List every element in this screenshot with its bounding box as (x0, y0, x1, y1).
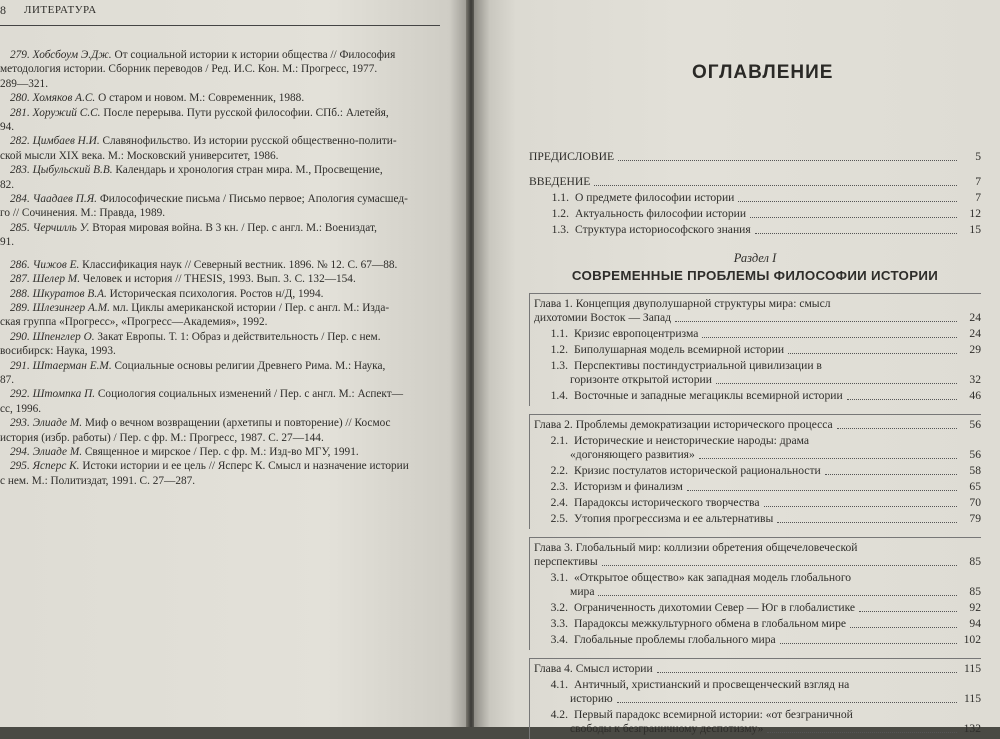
reference-entry (0, 91, 455, 105)
toc-line (534, 585, 981, 599)
toc-line (534, 464, 981, 478)
toc-line (534, 633, 981, 647)
toc-entry-title: Перспективы постиндустриальной цивилизации в (574, 359, 822, 372)
reference-first-line (0, 445, 455, 459)
leader-dots (847, 399, 957, 400)
reference-text: О старом и новом. М.: Современник, 1988. (95, 92, 305, 105)
reference-gap (0, 250, 455, 258)
toc-subsection[interactable] (530, 571, 981, 599)
toc-line (534, 343, 981, 357)
toc-number: 1.2. (550, 343, 568, 356)
toc-subsection[interactable] (530, 359, 981, 387)
left-page (0, 0, 468, 727)
section-label: Раздел I (733, 251, 777, 265)
toc-page-number: 24 (969, 311, 981, 324)
reference-first-line (0, 106, 455, 120)
reference-first-line (0, 272, 455, 286)
toc-line (539, 223, 981, 237)
chapter-block (529, 293, 981, 406)
leader-dots (738, 201, 957, 202)
chapter-list (529, 293, 981, 739)
reference-entry (0, 192, 455, 221)
toc-line (534, 617, 981, 631)
reference-text: После перерыва. Пути русской философии. СПб.: Алетейя, (100, 106, 389, 119)
leader-dots (755, 233, 957, 234)
toc-number: 2.1. (550, 434, 568, 447)
toc-line (534, 571, 981, 585)
reference-author: 288. Шкуратов В.А. (10, 287, 107, 300)
reference-continuation: восибирск: Наука, 1993. (0, 345, 116, 358)
toc-entry-title: Структура историософского знания (575, 223, 751, 236)
toc-line (534, 448, 981, 462)
reference-author: 282. Цимбаев Н.И. (10, 135, 100, 148)
leader-dots (788, 353, 957, 354)
toc-subsection[interactable] (530, 617, 981, 631)
toc-subsection[interactable] (530, 708, 981, 736)
toc-page-number: 56 (969, 448, 981, 461)
reference-author: 294. Элиаде М. (10, 445, 83, 458)
reference-author: 290. Шпенглер О. (10, 330, 95, 343)
toc-subsection[interactable] (530, 343, 981, 357)
leader-dots (594, 185, 957, 186)
toc-line (534, 678, 981, 692)
chapter-heading-cont[interactable] (530, 311, 981, 325)
reference-text: Закат Европы. Т. 1: Образ и действительность / Пер. с нем. (94, 330, 381, 343)
reference-entry (0, 287, 455, 301)
reference-continuation: ской мысли XIX века. М.: Московский университет, 1986. (0, 149, 279, 162)
toc-entry-title: «Открытое общество» как западная модель глобального (574, 571, 852, 584)
reference-text: Социология социальных изменений / Пер. с англ. М.: Аспект— (95, 388, 403, 401)
toc-number: 1.3. (551, 223, 569, 236)
toc-intro[interactable] (529, 175, 981, 189)
reference-first-line (0, 221, 455, 235)
header-rule (0, 25, 440, 26)
reference-entry (0, 445, 455, 459)
chapter-title-cont: дихотомии Восток — Запад (534, 311, 671, 324)
toc-page-number: 115 (964, 662, 981, 675)
reference-first-line (0, 387, 455, 401)
reference-first-line (0, 330, 455, 344)
toc-page-number: 12 (969, 207, 981, 220)
leader-dots (618, 160, 957, 161)
toc-preface[interactable] (529, 150, 981, 164)
toc-entry-title-cont: историю (570, 692, 613, 705)
toc-page-number: 58 (969, 464, 981, 477)
toc-entry-title: Кризис европоцентризма (574, 327, 699, 340)
reference-text: Истоки истории и ее цель // Ясперс К. Смысл и назначение истории (79, 460, 409, 473)
toc-subsection[interactable] (530, 678, 981, 706)
reference-author: 287. Шелер М. (10, 273, 81, 286)
toc-page-number: 94 (969, 617, 981, 630)
toc-entry-title: ВВЕДЕНИЕ (529, 175, 591, 188)
toc-number: 3.3. (550, 617, 568, 630)
toc-line (534, 601, 981, 615)
toc-subsection[interactable] (530, 601, 981, 615)
toc-entry-title-cont: горизонте открытой истории (570, 373, 712, 386)
reference-text: Классификация наук // Северный вестник. 1896. № 12. С. 67—88. (79, 258, 398, 271)
toc-line (534, 480, 981, 494)
toc-entry-title-cont: «догоняющего развития» (570, 448, 695, 461)
toc-line (539, 191, 981, 205)
toc-page-number: 115 (964, 692, 981, 705)
reference-entry (0, 387, 455, 416)
reference-text: Вторая мировая война. В 3 кн. / Пер. с англ. М.: Воениздат, (89, 221, 377, 234)
reference-text: Священное и мирское / Пер. с фр. М.: Изд-во МГУ, 1991. (82, 445, 359, 458)
toc-entry-title: ПРЕДИСЛОВИЕ (529, 150, 615, 163)
reference-first-line (0, 258, 455, 272)
leader-dots (598, 595, 957, 596)
reference-author: 279. Хобсбоум Э.Дж. (10, 49, 112, 61)
reference-list (0, 48, 455, 488)
toc-line (534, 512, 981, 526)
toc-entry-title: Античный, христианский и просвещенческий взгляд на (574, 678, 850, 691)
toc-number: 3.2. (550, 601, 568, 614)
running-head (0, 3, 440, 23)
leader-dots (687, 490, 957, 491)
toc-line (534, 496, 981, 510)
intro-items (529, 191, 981, 237)
reference-entry (0, 330, 455, 359)
reference-text: Календарь и хронология стран мира. М., Просвещение, (112, 164, 383, 177)
reference-entry (0, 48, 455, 91)
toc-entry-title: Парадоксы межкультурного обмена в глобальном мире (574, 617, 847, 630)
toc-entry-title: Актуальность философии истории (575, 207, 747, 220)
reference-entry (0, 359, 455, 388)
chapter-title: Глава 1. Концепция двуполушарной структуры мира: смысл (534, 297, 831, 310)
toc-page-number: 7 (975, 191, 981, 204)
reference-author: 283. Цыбульский В.В. (10, 164, 113, 177)
toc-number: 2.4. (550, 496, 568, 509)
reference-author: 284. Чаадаев П.Я. (10, 193, 98, 206)
chapter-heading-cont[interactable] (530, 555, 981, 569)
toc-line (534, 359, 981, 373)
toc-page-number: 85 (969, 555, 981, 568)
reference-author: 293. Элиаде М. (10, 417, 83, 430)
toc-entry-title: Утопия прогрессизма и ее альтернативы (574, 512, 774, 525)
running-title: ЛИТЕРАТУРА (24, 4, 97, 16)
toc-entry-title: О предмете философии истории (575, 191, 735, 204)
reference-continuation: 289—321. (0, 77, 49, 90)
reference-first-line (0, 48, 455, 62)
reference-first-line (0, 459, 455, 473)
toc-subsection[interactable] (529, 207, 981, 221)
toc-entry-title: Биполушарная модель всемирной истории (574, 343, 785, 356)
reference-entry (0, 106, 455, 135)
reference-text: Социальные основы религии Древнего Рима. М.: Наука, (111, 359, 386, 372)
reference-author: 281. Хоружий С.С. (10, 106, 101, 119)
toc-entry-title: Восточные и западные мегациклы всемирной истории (574, 389, 843, 402)
toc-line (534, 722, 981, 736)
toc-page-number: 70 (969, 496, 981, 509)
reference-text: Человек и история // THESIS, 1993. Вып. 3. С. 132—154. (80, 273, 356, 286)
toc-number: 1.1. (550, 327, 568, 340)
reference-first-line (0, 359, 455, 373)
toc-page-number: 15 (969, 223, 981, 236)
reference-first-line (0, 287, 455, 301)
toc-number: 4.1. (550, 678, 568, 691)
leader-dots (750, 217, 957, 218)
toc-page-number: 29 (969, 343, 981, 356)
section-title: СОВРЕМЕННЫЕ ПРОБЛЕМЫ ФИЛОСОФИИ ИСТОРИИ (571, 268, 939, 283)
toc-number: 3.4. (550, 633, 568, 646)
toc-number: 3.1. (550, 571, 568, 584)
toc-line (534, 327, 981, 341)
leader-dots (780, 643, 957, 644)
toc-page-number: 56 (969, 418, 981, 431)
chapter-block (529, 537, 981, 650)
toc-page-number: 85 (969, 585, 981, 598)
toc-page-number: 7 (975, 175, 981, 188)
toc-line (534, 708, 981, 722)
reference-entry (0, 301, 455, 330)
leader-dots (837, 428, 957, 429)
toc-number: 2.5. (550, 512, 568, 525)
reference-first-line (0, 91, 455, 105)
leader-dots (850, 627, 957, 628)
toc-entry-title: Историзм и финализм (574, 480, 683, 493)
toc-number: 1.2. (551, 207, 569, 220)
chapter-heading[interactable] (530, 662, 981, 676)
toc-number: 1.3. (550, 359, 568, 372)
right-page (474, 0, 1000, 735)
leader-dots (777, 522, 957, 523)
toc-line (534, 373, 981, 387)
reference-author: 285. Черчилль У. (10, 221, 90, 234)
reference-first-line (0, 134, 455, 148)
reference-text: Славянофильство. Из истории русской общественно-полити- (99, 135, 397, 148)
leader-dots (602, 565, 957, 566)
toc-page-number: 65 (969, 480, 981, 493)
toc-subsection[interactable] (530, 389, 981, 403)
reference-continuation: с нем. М.: Политиздат, 1991. С. 27—287. (0, 474, 196, 487)
reference-entry (0, 163, 455, 192)
reference-first-line (0, 301, 455, 315)
reference-entry (0, 416, 455, 445)
reference-continuation: 94. (0, 121, 15, 134)
toc-line (539, 207, 981, 221)
toc-subsection[interactable] (529, 223, 981, 237)
toc-entry-title-cont: свободы к безграничному деспотизму» (570, 722, 764, 735)
reference-author: 292. Штомпка П. (10, 388, 96, 401)
toc-number: 2.2. (550, 464, 568, 477)
leader-dots (716, 383, 957, 384)
reference-continuation: го // Сочинения. М.: Правда, 1989. (0, 207, 166, 220)
chapter-heading[interactable] (530, 418, 981, 432)
toc-page-number: 24 (969, 327, 981, 340)
leader-dots (699, 458, 957, 459)
toc-page-number: 102 (963, 633, 981, 646)
toc-number: 2.3. (550, 480, 568, 493)
toc-subsection[interactable] (530, 327, 981, 341)
reference-author: 295. Ясперс К. (10, 460, 80, 473)
reference-first-line (0, 163, 455, 177)
reference-continuation: методология истории. Сборник переводов / Ред. И.С. Кон. М.: Прогресс, 1977. (0, 63, 378, 76)
toc-subsection[interactable] (530, 496, 981, 510)
reference-entry (0, 258, 455, 272)
toc-subsection[interactable] (530, 480, 981, 494)
reference-continuation: сс, 1996. (0, 402, 42, 415)
reference-entry (0, 221, 455, 250)
toc-number: 1.4. (550, 389, 568, 402)
reference-author: 280. Хомяков А.С. (10, 92, 96, 105)
reference-author: 289. Шлезингер А.М. (10, 301, 110, 314)
leader-dots (825, 474, 957, 475)
reference-entry (0, 134, 455, 163)
toc-line (534, 434, 981, 448)
chapter-block (529, 414, 981, 529)
leader-dots (702, 337, 957, 338)
toc-page-number: 5 (975, 150, 981, 163)
chapter-title: Глава 4. Смысл истории (534, 662, 653, 675)
toc-subsection[interactable] (530, 512, 981, 526)
toc-entry-title: Первый парадокс всемирной истории: «от безграничной (574, 708, 853, 721)
reference-text: мл. Циклы американской истории / Пер. с англ. М.: Изда- (109, 301, 390, 314)
reference-continuation: 87. (0, 373, 15, 386)
toc-line (534, 692, 981, 706)
chapter-heading[interactable] (530, 541, 981, 555)
chapter-block (529, 658, 981, 739)
reference-text: Философические письма / Письмо первое; Апология сумасшед- (97, 193, 408, 206)
toc-page-number: 79 (969, 512, 981, 525)
reference-continuation: ская группа «Прогресс», «Прогресс—Академия», 1992. (0, 316, 268, 329)
chapter-title: Глава 2. Проблемы демократизации исторического процесса (534, 418, 833, 431)
reference-continuation: 91. (0, 236, 15, 249)
toc-subsection[interactable] (530, 633, 981, 647)
toc-entry-title: Ограниченность дихотомии Север — Юг в глобалистике (574, 601, 856, 614)
chapter-heading[interactable] (530, 297, 981, 311)
toc-subsection[interactable] (529, 191, 981, 205)
toc-line (534, 389, 981, 403)
chapter-title: Глава 3. Глобальный мир: коллизии обретения общечеловеческой (534, 541, 858, 554)
toc-page-number: 32 (969, 373, 981, 386)
toc-entry-title-cont: мира (570, 585, 595, 598)
page-number: 8 (0, 3, 6, 17)
reference-text: Миф о вечном возвращении (архетипы и повторение) // Космос (82, 417, 391, 430)
toc-page-number: 92 (969, 601, 981, 614)
toc-page-number: 132 (963, 722, 981, 735)
reference-author: 286. Чижов Е. (10, 258, 80, 271)
toc-subsection[interactable] (530, 464, 981, 478)
reference-first-line (0, 192, 455, 206)
reference-text: От социальной истории к истории общества // Философия (111, 49, 396, 61)
reference-continuation: история (избр. работы) / Пер. с фр. М.: Прогресс, 1987. С. 27—144. (0, 431, 324, 444)
toc-entry-title: Глобальные проблемы глобального мира (574, 633, 776, 646)
leader-dots (675, 321, 957, 322)
toc-subsection[interactable] (530, 434, 981, 462)
leader-dots (617, 702, 957, 703)
leader-dots (764, 506, 957, 507)
toc-entry-title: Исторические и неисторические народы: драма (574, 434, 809, 447)
toc-number: 1.1. (551, 191, 569, 204)
reference-entry (0, 459, 455, 488)
toc-entry-title: Кризис постулатов исторической рациональности (574, 464, 821, 477)
reference-author: 291. Штаерман Е.М. (10, 359, 112, 372)
toc-entry-title: Парадоксы исторического творчества (574, 496, 760, 509)
toc-page-number: 46 (969, 389, 981, 402)
table-of-contents (529, 150, 981, 739)
toc-number: 4.2. (550, 708, 568, 721)
reference-continuation: 82. (0, 178, 15, 191)
reference-first-line (0, 416, 455, 430)
leader-dots (859, 611, 957, 612)
chapter-title-cont: перспективы (534, 555, 598, 568)
leader-dots (767, 732, 957, 733)
reference-text: Историческая психология. Ростов н/Д, 1994. (106, 287, 324, 300)
toc-title: ОГЛАВЛЕНИЕ (692, 62, 834, 83)
leader-dots (657, 672, 957, 673)
reference-entry (0, 272, 455, 286)
